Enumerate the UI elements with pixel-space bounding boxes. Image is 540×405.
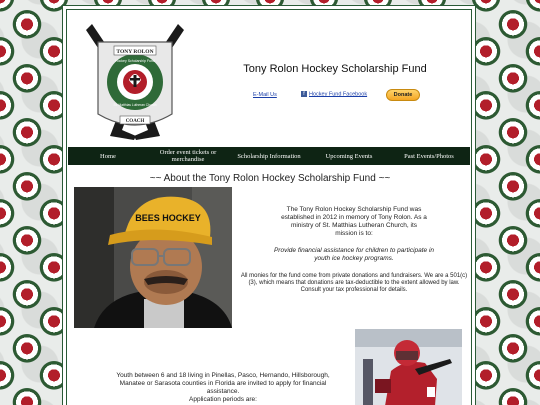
logo-bottom-text: COACH bbox=[125, 119, 145, 124]
tony-rolon-photo bbox=[74, 187, 232, 328]
facebook-link-label: Hockey Fund Facebook bbox=[309, 91, 368, 98]
hockey-player-photo bbox=[355, 329, 462, 405]
nav-item-past-events[interactable]: Past Events/Photos bbox=[404, 152, 454, 160]
application-periods-label: Application periods are: bbox=[189, 396, 257, 403]
mission-statement bbox=[240, 206, 468, 303]
mission-intro: The Tony Rolon Hockey Scholarship Fund was established in 2012 in memory of Tony Rolon. As a ministry of St. Matthias Lutheran Church, its mission is to: bbox=[281, 206, 427, 237]
mission-focus: Provide financial assistance for children to participate in youth ice hockey programs. bbox=[273, 247, 435, 262]
site-title: Tony Rolon Hockey Scholarship Fund bbox=[243, 63, 427, 75]
main-nav bbox=[68, 147, 470, 165]
email-link[interactable]: E-Mail Us bbox=[253, 92, 277, 98]
logo-top-text: TONY ROLON bbox=[116, 49, 154, 55]
nav-item-scholarship-info[interactable]: Scholarship Information bbox=[237, 152, 301, 160]
nav-item-upcoming-events[interactable]: Upcoming Events bbox=[325, 152, 373, 160]
section-title: ~~ About the Tony Rolon Hockey Scholarship Fund ~~ bbox=[149, 173, 391, 184]
funds-note: All monies for the fund come from private donations and fundraisers. We are a 501(c)(3), which means that donations are tax-deductible to the extent allowed by law. Consult your tax professional for details. bbox=[240, 273, 468, 293]
donate-button[interactable]: Donate bbox=[386, 89, 420, 101]
site-logo[interactable] bbox=[74, 18, 196, 148]
logo-lower-ring-text: St. Matthias Lutheran Church bbox=[113, 103, 157, 107]
logo-ring-text: Hockey Scholarship Fund bbox=[115, 59, 155, 63]
facebook-icon: f bbox=[301, 91, 307, 97]
facebook-link[interactable] bbox=[301, 91, 367, 97]
nav-item-order-tickets[interactable]: Order event tickets or merchandise bbox=[159, 149, 217, 163]
page-container bbox=[62, 5, 476, 405]
eligibility-info bbox=[103, 372, 343, 404]
cap-text: BEES HOCKEY bbox=[135, 213, 201, 223]
eligibility-text: Youth between 6 and 18 living in Pinellas, Pasco, Hernando, Hillsborough, Manatee or Sarasota counties in Florida are invited to apply for financial assistance. bbox=[116, 372, 330, 395]
nav-item-home[interactable]: Home bbox=[100, 152, 116, 160]
